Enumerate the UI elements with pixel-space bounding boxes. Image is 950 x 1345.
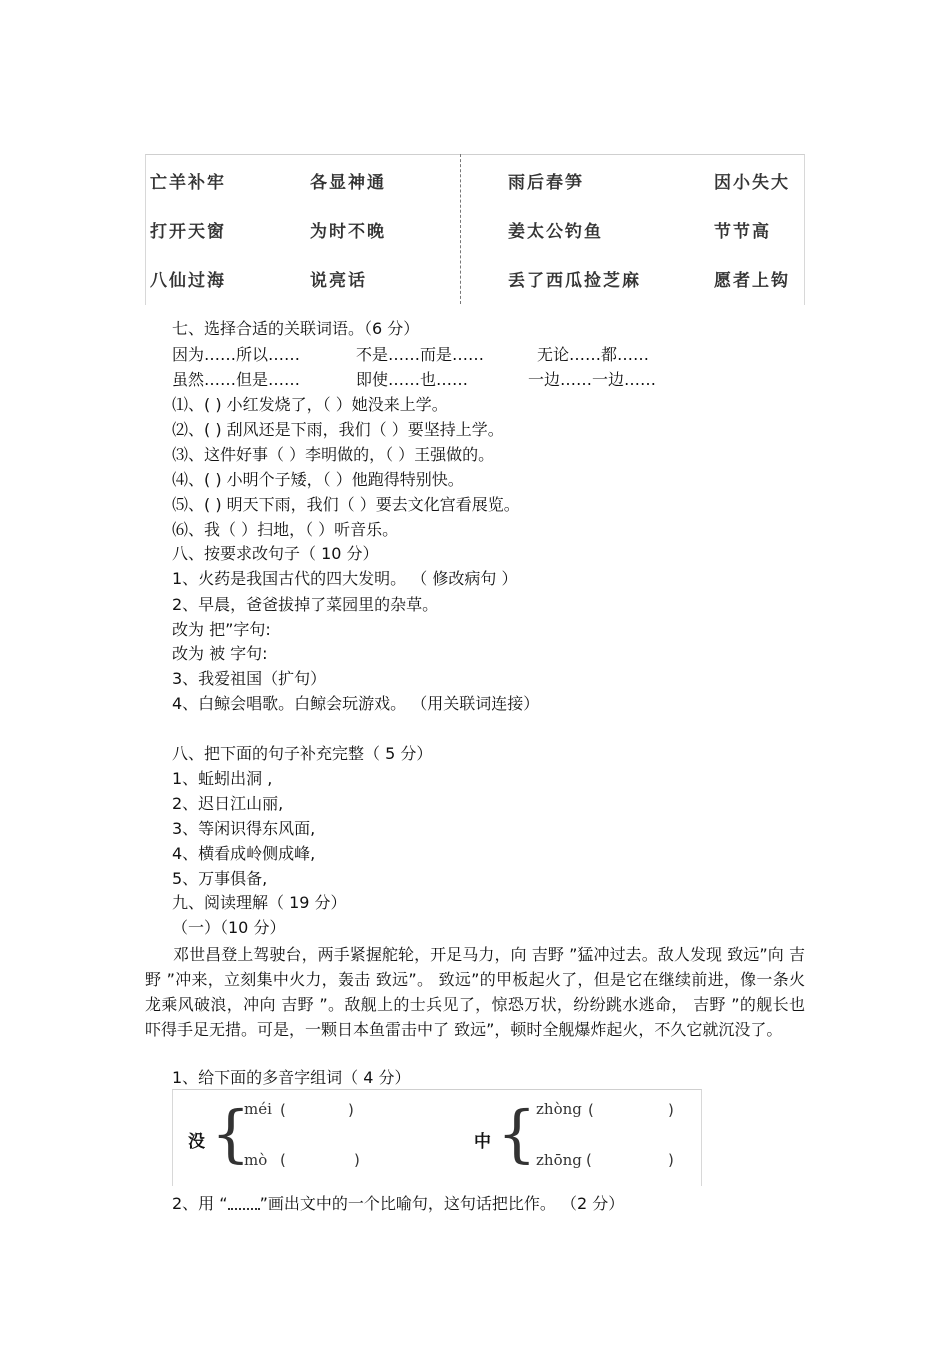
- question-item: 1、火药是我国古代的四大发明。 （ 修改病句 ）: [172, 569, 518, 588]
- answer-blank-open: (: [280, 1101, 286, 1119]
- brace-icon: {: [497, 1097, 537, 1170]
- conjunction-option: 因为……所以……: [172, 345, 301, 364]
- question-item: ⑵、( ) 刮风还是下雨，我们（ ）要坚持上学。: [172, 420, 504, 439]
- question-item: 1、蚯蚓出洞 ,: [172, 769, 273, 788]
- answer-blank-close: ): [348, 1101, 354, 1119]
- conjunction-option: 一边……一边……: [528, 370, 657, 389]
- conjunction-option: 不是……而是……: [356, 345, 485, 364]
- question-item: ⑷、( ) 小明个子矮，（ ）他跑得特别快。: [172, 470, 464, 489]
- question-text-after: ”画出文中的一个比喻句，这句话把比作。 （2 分）: [259, 1194, 625, 1213]
- idiom-item: 节节高: [714, 222, 771, 242]
- section-title: 七、选择合适的关联词语。（6 分）: [172, 319, 420, 338]
- answer-blank-close: ): [668, 1151, 674, 1169]
- idiom-item: 亡羊补牢: [150, 173, 226, 193]
- answer-blank-close: ): [354, 1151, 360, 1169]
- idiom-item: 姜太公钓鱼: [508, 222, 603, 242]
- question-item: 改为 把”字句:: [172, 620, 271, 639]
- polyphone-char: 没: [188, 1132, 205, 1152]
- idiom-item: 雨后春笋: [508, 173, 584, 193]
- answer-blank-open: (: [586, 1151, 592, 1169]
- idiom-item: 八仙过海: [150, 271, 226, 291]
- idiom-table-divider: [460, 154, 461, 304]
- question-item: [172, 1194, 624, 1214]
- idiom-item: 丢了西瓜捡芝麻: [508, 271, 641, 291]
- brace-icon: {: [211, 1097, 251, 1170]
- question-item: ⑸、( ) 明天下雨，我们（ ）要去文化宫看展览。: [172, 495, 520, 514]
- section-title: 八、按要求改句子（ 10 分）: [172, 544, 379, 563]
- idiom-item: 愿者上钩: [714, 271, 790, 291]
- pinyin: zhōng: [536, 1151, 582, 1169]
- idiom-item: 说亮话: [310, 271, 367, 291]
- idiom-table: [145, 154, 805, 305]
- idiom-item: 各显神通: [310, 173, 386, 193]
- question-item: 4、白鲸会唱歌。白鲸会玩游戏。 （用关联词连接）: [172, 694, 540, 713]
- question-item: 2、迟日江山丽,: [172, 794, 284, 813]
- polyphone-char: 中: [474, 1132, 491, 1152]
- pinyin: mò: [244, 1151, 268, 1169]
- reading-passage: 邓世昌登上驾驶台，两手紧握舵轮，开足马力，向 吉野 ”猛冲过去。敌人发现 致远”向 吉野 ”冲来，立刻集中火力，轰击 致远”。 致远”的甲板起火了，但是它在继续前进，像一条火龙乘风破浪，冲向 吉野 ”。敌舰上的士兵见了，惊恐万状，纷纷跳水逃命， 吉野 ”的舰长也吓得手足无措。可是，一颗日本鱼雷击中了 致远”，顿时全舰爆炸起火，不久它就沉没了。: [145, 945, 805, 1039]
- question-item: ⑹、我（ ）扫地，（ ）听音乐。: [172, 520, 399, 539]
- subsection-title: （一）（10 分）: [172, 918, 286, 937]
- question-item: 3、等闲识得东风面,: [172, 819, 316, 838]
- wavy-underline-icon: [228, 1200, 260, 1210]
- answer-blank-open: (: [588, 1101, 594, 1119]
- section-title: 九、阅读理解（ 19 分）: [172, 893, 347, 912]
- question-item: ⑴、( ) 小红发烧了，（ ）她没来上学。: [172, 395, 448, 414]
- idiom-item: 因小失大: [714, 173, 790, 193]
- question-item: 4、横看成岭侧成峰,: [172, 844, 316, 863]
- pinyin: zhòng: [536, 1100, 582, 1118]
- question-item: 1、给下面的多音字组词（ 4 分）: [172, 1068, 411, 1087]
- idiom-item: 打开天窗: [150, 222, 226, 242]
- question-item: 2、早晨，爸爸拔掉了菜园里的杂草。: [172, 595, 439, 614]
- pinyin: méi: [244, 1100, 272, 1118]
- question-item: 5、万事俱备,: [172, 869, 268, 888]
- conjunction-option: 无论……都……: [537, 345, 650, 364]
- question-item: 3、我爱祖国（扩句）: [172, 669, 327, 688]
- answer-blank-close: ): [668, 1101, 674, 1119]
- idiom-item: 为时不晚: [310, 222, 386, 242]
- question-text-before: 2、用 “: [172, 1194, 228, 1213]
- conjunction-option: 虽然……但是……: [172, 370, 301, 389]
- section-title: 八、把下面的句子补充完整（ 5 分）: [172, 744, 433, 763]
- question-item: ⑶、这件好事（ ）李明做的，（ ）王强做的。: [172, 445, 495, 464]
- answer-blank-open: (: [280, 1151, 286, 1169]
- conjunction-option: 即使……也……: [356, 370, 469, 389]
- question-item: 改为 被 字句:: [172, 644, 268, 663]
